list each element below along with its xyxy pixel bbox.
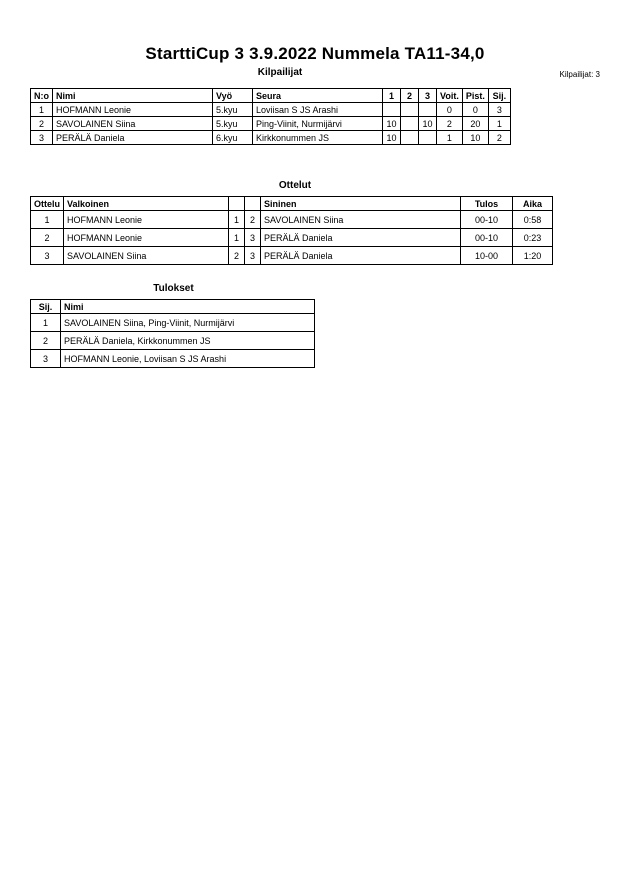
cell-wins: 2 [437,117,463,131]
cell-name: PERÄLÄ Daniela, Kirkkonummen JS [61,332,315,350]
column-header-rank: Sij. [488,89,510,103]
cell-wins: 1 [437,131,463,145]
cell-points: 20 [462,117,488,131]
column-header-name: Nimi [53,89,213,103]
cell-white: HOFMANN Leonie [64,211,229,229]
cell-blue-no: 2 [245,211,261,229]
cell-name: SAVOLAINEN Siina [53,117,213,131]
column-header-match-1: 1 [383,89,401,103]
column-header-match-no: Ottelu [31,197,64,211]
cell-club: Kirkkonummen JS [253,131,383,145]
column-header-rank: Sij. [31,300,61,314]
cell-club: Loviisan S JS Arashi [253,103,383,117]
cell-blue: PERÄLÄ Daniela [261,247,461,265]
table-row [31,314,315,332]
table-row [31,103,511,117]
cell-rank: 1 [31,314,61,332]
table-row [31,117,511,131]
table-row [31,131,511,145]
column-header-blue-no [245,197,261,211]
cell-name: HOFMANN Leonie, Loviisan S JS Arashi [61,350,315,368]
cell-time: 1:20 [513,247,553,265]
cell-match-3 [419,103,437,117]
column-header-grade: Vyö [213,89,253,103]
cell-match-1 [383,103,401,117]
cell-match-1: 10 [383,117,401,131]
column-header-blue: Sininen [261,197,461,211]
cell-rank: 1 [488,117,510,131]
competitors-table [30,88,511,145]
column-header-no: N:o [31,89,53,103]
table-row [31,211,553,229]
cell-blue-no: 3 [245,247,261,265]
cell-rank: 3 [488,103,510,117]
table-header-row [31,89,511,103]
page-title: StarttiCup 3 3.9.2022 Nummela TA11-34,0 [145,44,485,63]
column-header-time: Aika [513,197,553,211]
cell-match-no: 3 [31,247,64,265]
cell-wins: 0 [437,103,463,117]
column-header-match-2: 2 [401,89,419,103]
cell-match-3: 10 [419,117,437,131]
column-header-result: Tulos [461,197,513,211]
column-header-white-no [229,197,245,211]
cell-no: 1 [31,103,53,117]
column-header-white: Valkoinen [64,197,229,211]
cell-time: 0:58 [513,211,553,229]
cell-grade: 5.kyu [213,117,253,131]
results-table [30,299,315,368]
cell-name: HOFMANN Leonie [53,103,213,117]
cell-match-2 [401,131,419,145]
cell-match-no: 1 [31,211,64,229]
cell-points: 10 [462,131,488,145]
competitors-count: Kilpailijat: 3 [559,70,600,79]
cell-rank: 2 [31,332,61,350]
cell-match-3 [419,131,437,145]
cell-blue-no: 3 [245,229,261,247]
cell-rank: 3 [31,350,61,368]
results-section-label: Tulokset [153,283,194,294]
cell-match-no: 2 [31,229,64,247]
cell-result: 00-10 [461,229,513,247]
cell-rank: 2 [488,131,510,145]
column-header-points: Pist. [462,89,488,103]
table-header-row [31,300,315,314]
cell-blue: SAVOLAINEN Siina [261,211,461,229]
table-row [31,247,553,265]
column-header-club: Seura [253,89,383,103]
table-row [31,350,315,368]
cell-blue: PERÄLÄ Daniela [261,229,461,247]
cell-white-no: 1 [229,229,245,247]
matches-table [30,196,553,265]
matches-section-label: Ottelut [278,180,312,191]
table-header-row [31,197,553,211]
cell-time: 0:23 [513,229,553,247]
cell-result: 10-00 [461,247,513,265]
table-row [31,229,553,247]
column-header-name: Nimi [61,300,315,314]
cell-grade: 5.kyu [213,103,253,117]
table-row [31,332,315,350]
cell-grade: 6.kyu [213,131,253,145]
cell-white-no: 2 [229,247,245,265]
cell-white-no: 1 [229,211,245,229]
cell-name: SAVOLAINEN Siina, Ping-Viinit, Nurmijärvi [61,314,315,332]
cell-no: 3 [31,131,53,145]
competitors-section-label: Kilpailijat [257,67,303,78]
cell-match-2 [401,103,419,117]
cell-match-2 [401,117,419,131]
cell-match-1: 10 [383,131,401,145]
cell-club: Ping-Viinit, Nurmijärvi [253,117,383,131]
cell-points: 0 [462,103,488,117]
cell-name: PERÄLÄ Daniela [53,131,213,145]
cell-no: 2 [31,117,53,131]
column-header-wins: Voit. [437,89,463,103]
column-header-match-3: 3 [419,89,437,103]
cell-white: HOFMANN Leonie [64,229,229,247]
cell-white: SAVOLAINEN Siina [64,247,229,265]
cell-result: 00-10 [461,211,513,229]
